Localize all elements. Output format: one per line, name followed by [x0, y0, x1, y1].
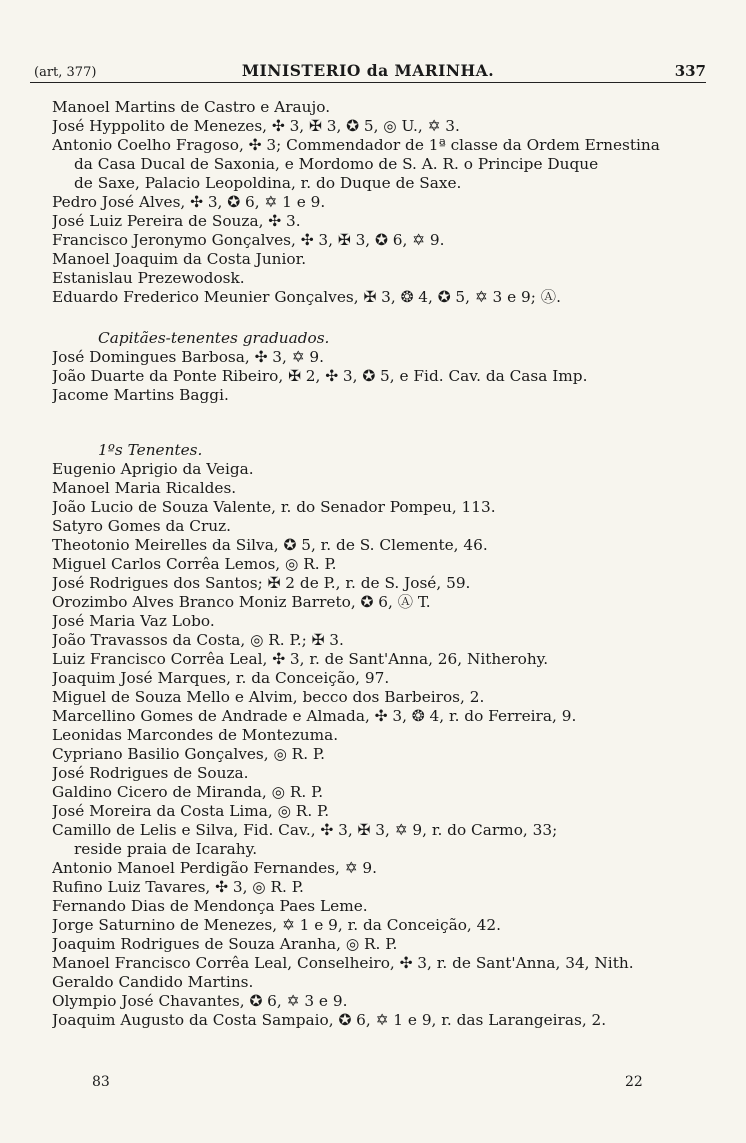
entry-line: José Hyppolito de Menezes, ✣ 3, ✠ 3, ✪ 5, ◎ U., ✡ 3. [52, 117, 460, 135]
entry-line: João Travassos da Costa, ◎ R. P.; ✠ 3. [52, 631, 344, 649]
entry-line: José Rodrigues de Souza. [52, 764, 249, 782]
header-article-ref: (art, 377) [34, 65, 97, 80]
entry-line: Rufino Luiz Tavares, ✣ 3, ◎ R. P. [52, 878, 304, 896]
entry-line: Joaquim José Marques, r. da Conceição, 97. [52, 669, 390, 687]
entry-line: José Moreira da Costa Lima, ◎ R. P. [52, 802, 330, 820]
footer-signature-right: 22 [625, 1074, 643, 1090]
page-header [30, 58, 706, 83]
entry-line: Manoel Francisco Corrêa Leal, Conselheiro, ✣ 3, r. de Sant'Anna, 34, Nith. [52, 954, 634, 972]
entry-line: Antonio Manoel Perdigão Fernandes, ✡ 9. [52, 859, 378, 877]
entry-line: Jorge Saturnino de Menezes, ✡ 1 e 9, r. da Conceição, 42. [52, 916, 501, 934]
entry-line: Luiz Francisco Corrêa Leal, ✣ 3, r. de Sant'Anna, 26, Nitherohy. [52, 650, 549, 668]
spacer [52, 307, 716, 319]
entry-line: José Luiz Pereira de Souza, ✣ 3. [52, 212, 301, 230]
entry-line: Leonidas Marcondes de Montezuma. [52, 726, 339, 744]
entry-line: Manoel Maria Ricaldes. [52, 479, 237, 497]
entry-line: Jacome Martins Baggi. [52, 386, 229, 404]
entry-line: José Domingues Barbosa, ✣ 3, ✡ 9. [52, 348, 325, 366]
entry-line: João Lucio de Souza Valente, r. do Senador Pompeu, 113. [52, 498, 496, 516]
entry-line: Joaquim Augusto da Costa Sampaio, ✪ 6, ✡ 1 e 9, r. das Larangeiras, 2. [52, 1011, 607, 1029]
entry-continuation: reside praia de Icarahy. [74, 840, 258, 858]
entry-line: Cypriano Basilio Gonçalves, ◎ R. P. [52, 745, 325, 763]
entry-line: Miguel Carlos Corrêa Lemos, ◎ R. P. [52, 555, 337, 573]
entry-line: Francisco Jeronymo Gonçalves, ✣ 3, ✠ 3, ✪ 6, ✡ 9. [52, 231, 445, 249]
entry-line: Pedro José Alves, ✣ 3, ✪ 6, ✡ 1 e 9. [52, 193, 326, 211]
page-footer [0, 1074, 746, 1094]
entry-line: Marcellino Gomes de Andrade e Almada, ✣ 3, ❂ 4, r. do Ferreira, 9. [52, 707, 577, 725]
entry-line: João Duarte da Ponte Ribeiro, ✠ 2, ✣ 3, ✪ 5, e Fid. Cav. da Casa Imp. [52, 367, 588, 385]
entry-line: Geraldo Candido Martins. [52, 973, 254, 991]
section-heading: 1ºs Tenentes. [98, 441, 203, 459]
entry-line: José Rodrigues dos Santos; ✠ 2 de P., r. de S. José, 59. [52, 574, 471, 592]
entry-line: Satyro Gomes da Cruz. [52, 517, 232, 535]
entry-line: Manoel Joaquim da Costa Junior. [52, 250, 307, 268]
entry-line: Eugenio Aprigio da Veiga. [52, 460, 254, 478]
entry-line: Manoel Martins de Castro e Araujo. [52, 98, 331, 116]
entry-continuation: da Casa Ducal de Saxonia, e Mordomo de S. A. R. o Principe Duque [74, 155, 599, 173]
entry-continuation: de Saxe, Palacio Leopoldina, r. do Duque de Saxe. [74, 174, 462, 192]
entry-line: Joaquim Rodrigues de Souza Aranha, ◎ R. P. [52, 935, 398, 953]
header-title: MINISTERIO da MARINHA. [241, 61, 495, 80]
text-column [52, 98, 716, 1030]
entry-line: Antonio Coelho Fragoso, ✣ 3; Commendador de 1ª classe da Ordem Ernestina [52, 136, 660, 154]
entry-line: Estanislau Prezewodosk. [52, 269, 245, 287]
entry-line: Galdino Cicero de Miranda, ◎ R. P. [52, 783, 324, 801]
entry-line: Orozimbo Alves Branco Moniz Barreto, ✪ 6, Ⓐ T. [52, 593, 431, 611]
entry-line: Fernando Dias de Mendonça Paes Leme. [52, 897, 368, 915]
entry-line: Camillo de Lelis e Silva, Fid. Cav., ✣ 3, ✠ 3, ✡ 9, r. do Carmo, 33; [52, 821, 558, 839]
section-heading: Capitães-tenentes graduados. [98, 329, 330, 347]
spacer [52, 405, 716, 431]
header-page-number: 337 [674, 62, 706, 80]
entry-line: José Maria Vaz Lobo. [52, 612, 215, 630]
entry-line: Miguel de Souza Mello e Alvim, becco dos Barbeiros, 2. [52, 688, 485, 706]
entry-line: Theotonio Meirelles da Silva, ✪ 5, r. de S. Clemente, 46. [52, 536, 488, 554]
entry-line: Eduardo Frederico Meunier Gonçalves, ✠ 3, ❂ 4, ✪ 5, ✡ 3 e 9; Ⓐ. [52, 288, 561, 306]
entry-line: Olympio José Chavantes, ✪ 6, ✡ 3 e 9. [52, 992, 348, 1010]
footer-signature-left: 83 [92, 1074, 110, 1090]
